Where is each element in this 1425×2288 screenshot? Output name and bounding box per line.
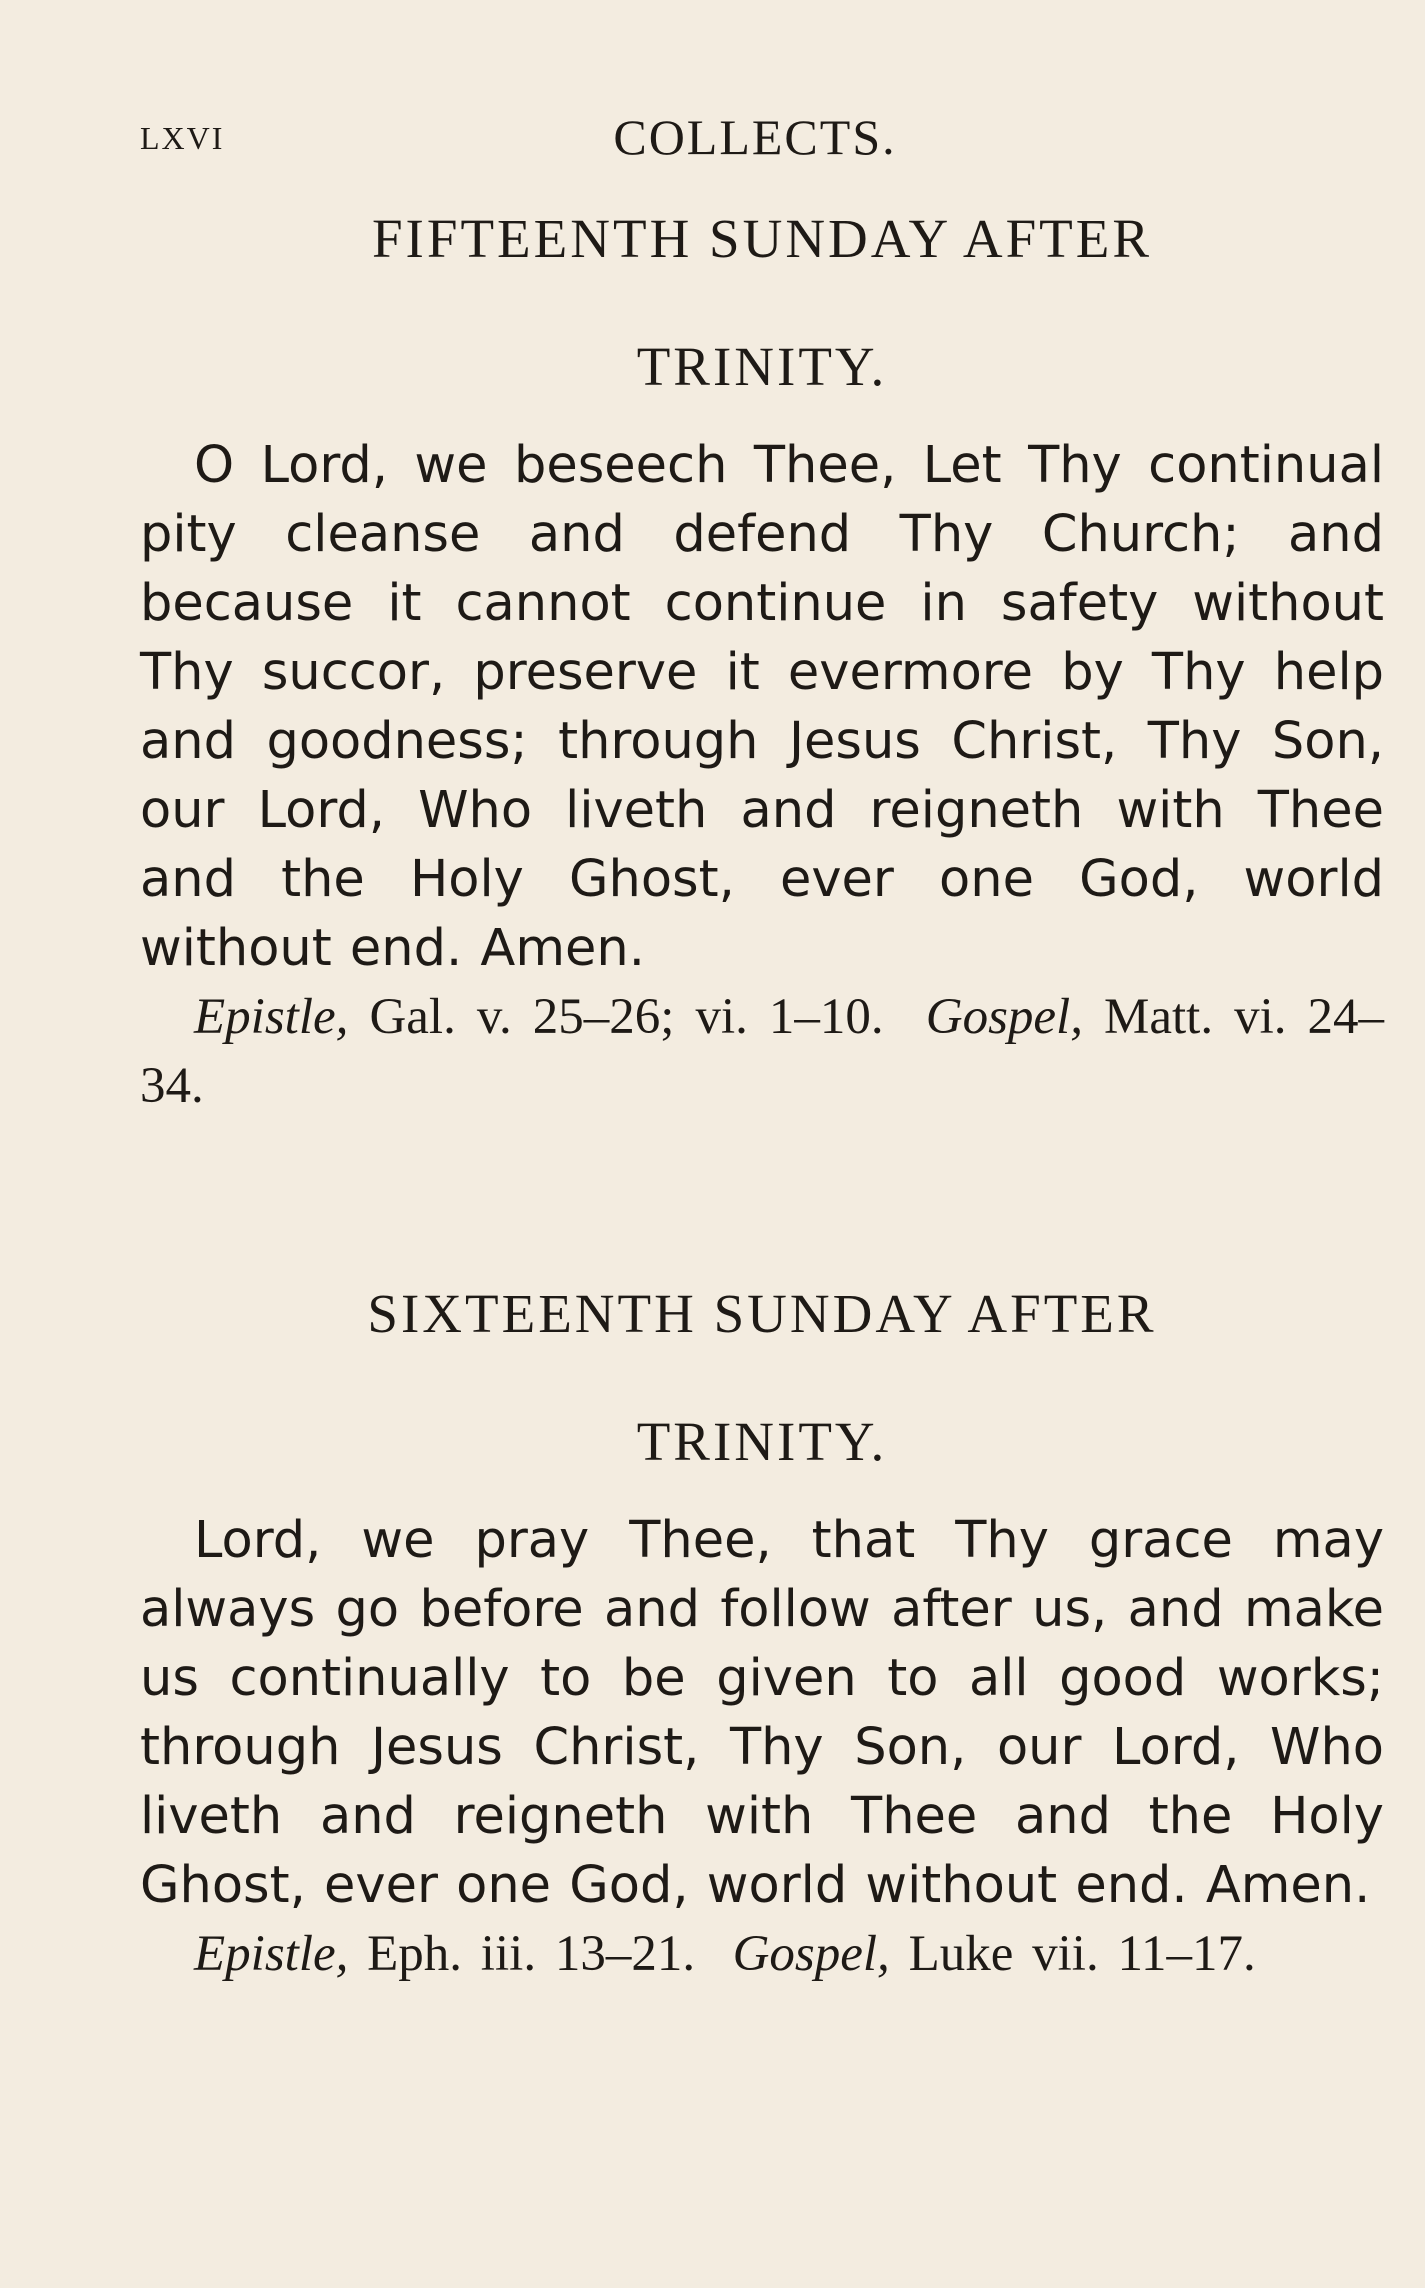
heading-line-2: TRINITY. [636,336,888,397]
scripture-references [140,1920,1384,1989]
running-title: COLLECTS. [613,109,897,165]
collect-text: O Lord, we beseech Thee, Let Thy continual pity cleanse and defend Thy Church; and because it cannot continue in safety without Thy succor, preserve it evermore by Thy help and goodness; through Jesus Christ, Thy Son, our Lord, Who liveth and reigneth with Thee and the Holy Ghost, ever one God, world without end. Amen. [140,436,1384,978]
section-heading [140,175,1384,431]
collect-section-fifteenth [140,175,1384,1121]
epistle-reference: Eph. iii. 13–21. [367,1926,696,1982]
collect-text: Lord, we pray Thee, that Thy grace may always go before and follow after us, and make us continually to be given to all good works; through Jesus Christ, Thy Son, our Lord, Who liveth and reigneth with Thee and the Holy Ghost, ever one God, world without end. Amen. [140,1511,1384,1915]
gospel-label: Gospel, [925,989,1083,1045]
scripture-references [140,983,1384,1121]
collect-section-sixteenth [140,1250,1384,1989]
heading-line-2: TRINITY. [636,1411,888,1472]
running-head [0,108,1425,168]
heading-line-1: FIFTEENTH SUNDAY AFTER [371,208,1153,269]
epistle-reference: Gal. v. 25–26; vi. 1–10. [369,989,884,1045]
heading-line-1: SIXTEENTH SUNDAY AFTER [367,1283,1157,1344]
section-heading [140,1250,1384,1506]
epistle-label: Epistle, [194,1926,349,1982]
gospel-reference: Luke vii. 11–17. [908,1926,1256,1982]
gospel-label: Gospel, [732,1926,890,1982]
gospel-reference: Matt. vi. 24–34. [140,989,1385,1114]
epistle-label: Epistle, [194,989,349,1045]
page-folio: LXVI [140,120,225,156]
